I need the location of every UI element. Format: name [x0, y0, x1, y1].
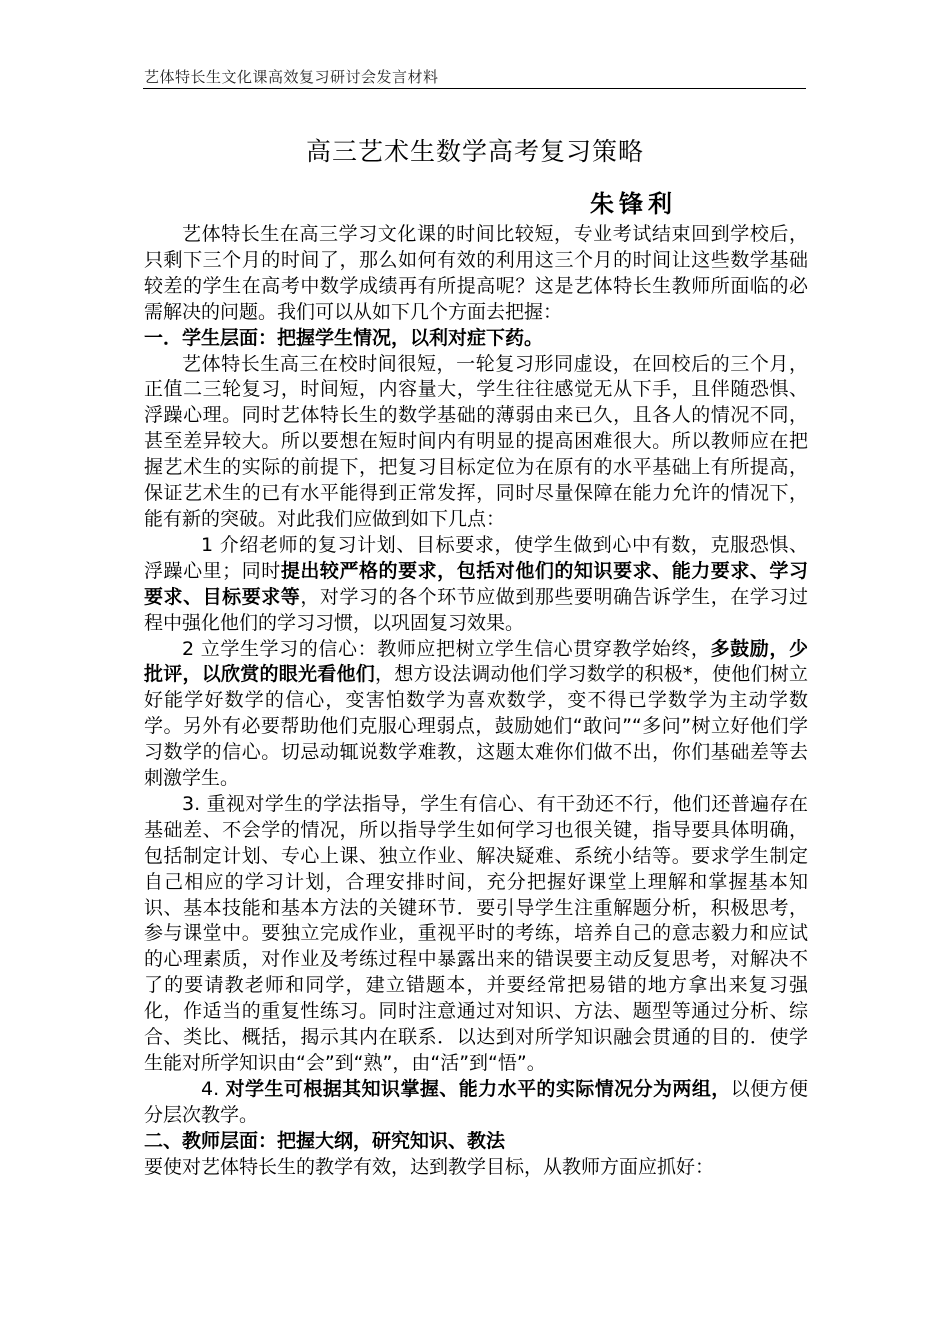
author-name: 朱锋利	[590, 190, 677, 218]
list-item-1	[144, 533, 808, 637]
list-item-2-rest: ，想方设法调动他们学习数学的积极*，使他们树立好能学好数学的信心，变害怕数学为喜欢数学，变不得已学数学为主动学数学。另外有必要帮助他们克服心理弱点，鼓励她们“敢问”“多问”树立好他们学习数学的信心。切忌动辄说数学难教，这题太难你们做不出，你们基础差等去刺激学生。	[144, 663, 808, 790]
list-item-3: 3. 重视对学生的学法指导，学生有信心、有干劲还不行，他们还普遍存在基础差、不会学的情况，所以指导学生如何学习也很关键，指导要具体明确，包括制定计划、专心上课、独立作业、解决疑难、系统小结等。要求学生制定自己相应的学习计划，合理安排时间，充分把握好课堂上理解和掌握基本知识、基本技能和基本方法的关键环节．要引导学生注重解题分析，积极思考，参与课堂中。要独立完成作业，重视平时的考练，培养自己的意志毅力和应试的心理素质，对作业及考练过程中暴露出来的错误要主动反复思考，对解决不了的要请教老师和同学，建立错题本，并要经常把易错的地方拿出来复习强化，作适当的重复性练习。同时注意通过对知识、方法、题型等通过分析、综合、类比、概括，揭示其内在联系．以达到对所学知识融会贯通的目的．使学生能对所学知识由“会”到“熟”，由“活”到“悟”。	[144, 792, 808, 1074]
list-item-4	[144, 1077, 808, 1129]
list-item-2	[144, 637, 808, 792]
list-item-4-text: 4.	[201, 1077, 226, 1100]
list-item-4-rest: 以便方便分层次教学。	[144, 1077, 808, 1126]
document-title: 高三艺术生数学高考复习策略	[305, 137, 644, 166]
intro-paragraph: 艺体特长生在高三学习文化课的时间比较短，专业考试结束回到学校后，只剩下三个月的时间了，那么如何有效的利用这三个月的时间让这些数学基础较差的学生在高考中数学成绩再有所提高呢？这是艺体特长生教师所面临的必需解决的问题。我们可以从如下几个方面去把握：	[144, 223, 808, 323]
section1-paragraph: 艺体特长生高三在校时间很短，一轮复习形同虚设，在回校后的三个月，正值二三轮复习，时间短，内容量大，学生往往感觉无从下手，且伴随恐惧、浮躁心理。同时艺体特长生的数学基础的薄弱由来已久，且各人的情况不同，甚至差异较大。所以要想在短时间内有明显的提高困难很大。所以教师应在把握艺术生的实际的前提下，把复习目标定位为在原有的水平基础上有所提高，保证艺术生的已有水平能得到正常发挥，同时尽量保障在能力允许的情况下，能有新的突破。对此我们应做到如下几点：	[144, 352, 808, 530]
header-divider	[143, 88, 806, 89]
section1-heading: 一．学生层面：把握学生情况，以利对症下药。	[144, 326, 544, 349]
list-item-1-text: 1 介绍老师的复习计划、目标要求，使学生做到心中有数，克服恐惧、浮躁心里；同时	[144, 533, 808, 582]
section2-paragraph: 要使对艺体特长生的教学有效，达到教学目标，从教师方面应抓好：	[144, 1155, 715, 1178]
document-body	[144, 222, 808, 1181]
running-header: 艺体特长生文化课高效复习研讨会发言材料	[144, 68, 439, 86]
list-item-4-emphasis: 对学生可根据其知识掌握、能力水平的实际情况分为两组，	[225, 1077, 731, 1100]
list-item-2-emphasis: 多鼓励，少批评，以欣赏的眼光看他们	[144, 637, 808, 686]
section2-heading: 二、教师层面：把握大纲，研究知识、教法	[144, 1129, 506, 1152]
list-item-1-emphasis: 提出较严格的要求，包括对他们的知识要求、能力要求、学习要求、目标要求等	[144, 559, 808, 608]
list-item-2-text: 2 立学生学习的信心：教师应把树立学生信心贯穿教学始终，	[182, 637, 711, 660]
list-item-1-rest: ，对学习的各个环节应做到那些要明确告诉学生，在学习过程中强化他们的学习习惯，以巩固复习效果。	[144, 585, 808, 634]
